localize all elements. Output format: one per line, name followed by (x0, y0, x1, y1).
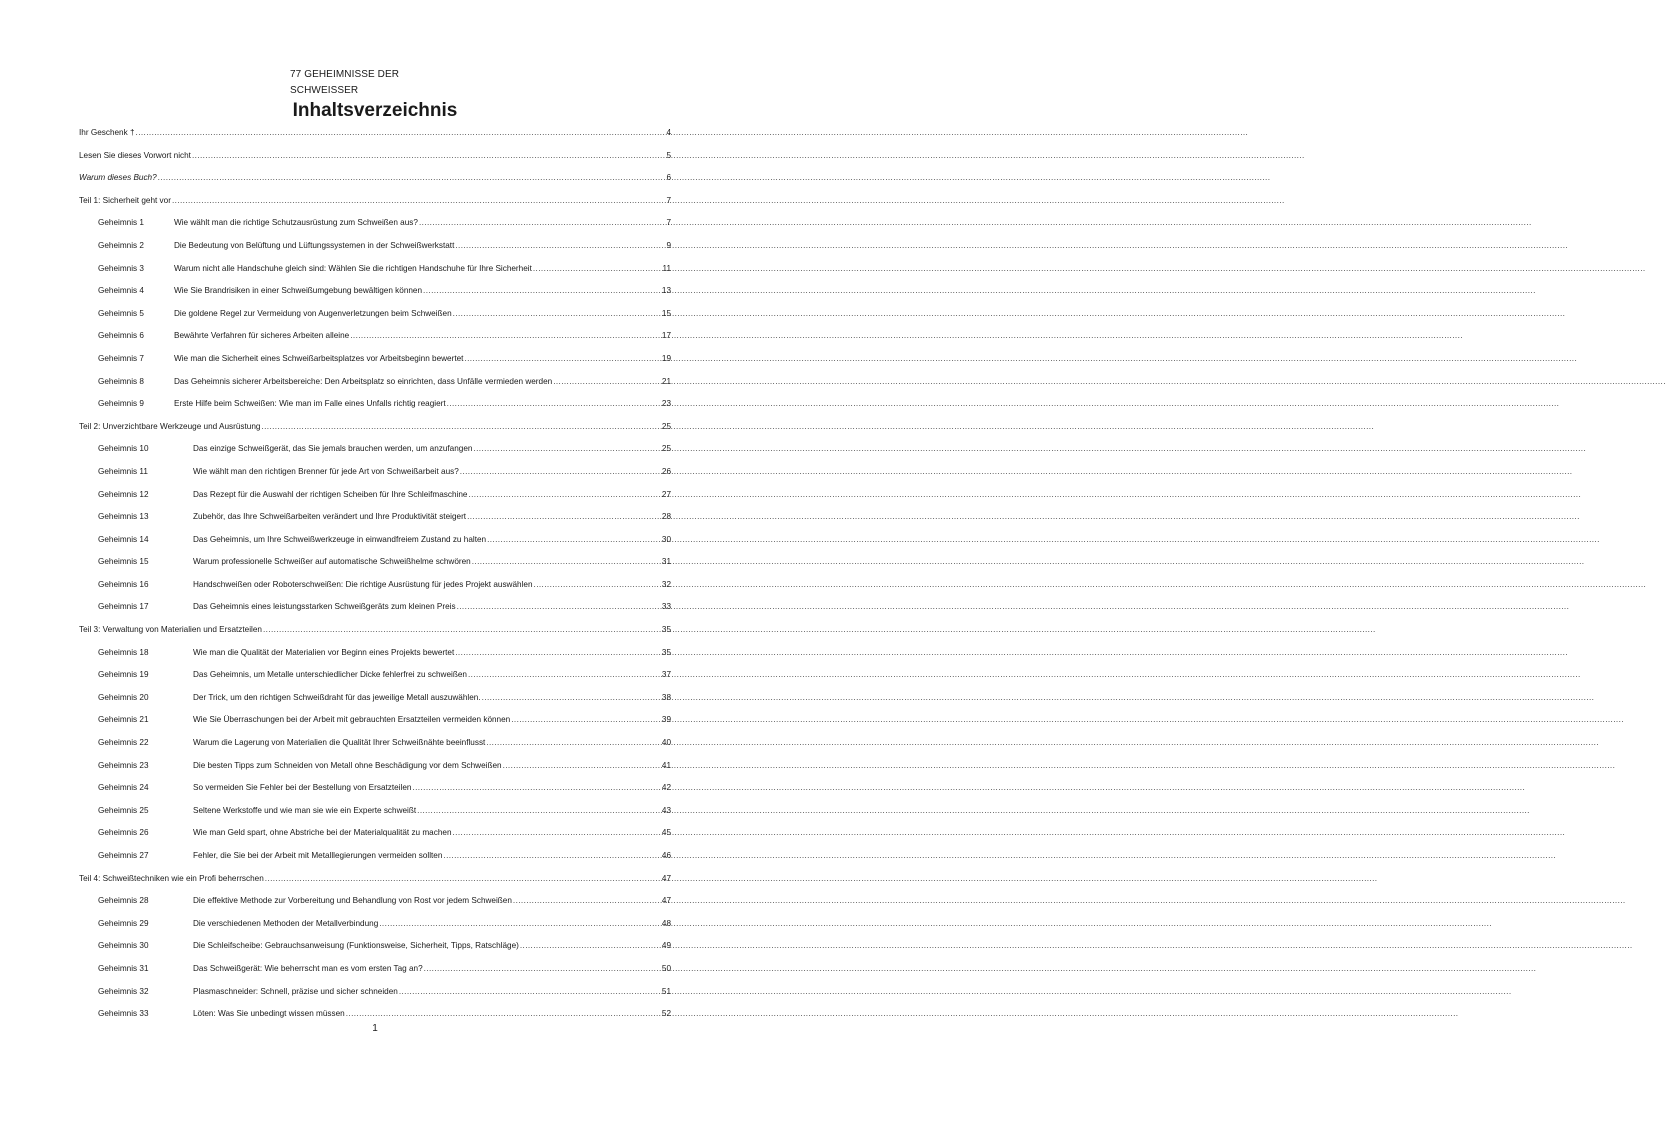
toc-entry-title: Das Rezept für die Auswahl der richtigen Scheiben für Ihre Schleifmaschine (193, 489, 468, 499)
toc-entry-page: 43 (661, 805, 671, 815)
toc-entry-title: Seltene Werkstoffe und wie man sie wie ein Experte schweißt (193, 805, 417, 815)
toc-entry-title: Löten: Was Sie unbedingt wissen müssen (193, 1009, 345, 1019)
toc-entry-title: Plasmaschneider: Schnell, präzise und sicher schneiden (193, 986, 398, 996)
toc-entry-number: Geheimnis 10 (98, 444, 149, 454)
toc-entry-number: Geheimnis 31 (98, 963, 149, 973)
toc-entry-page: 40 (661, 738, 671, 748)
toc-entry-title: Lesen Sie dieses Vorwort nicht (79, 150, 191, 160)
toc-entry-title: Wie man die Sicherheit eines Schweißarbeitsplatzes vor Arbeitsbeginn bewertet (174, 353, 464, 363)
toc-entry-number: Geheimnis 25 (98, 805, 149, 815)
toc-entry-number: Geheimnis 16 (98, 579, 149, 589)
toc-entry-page: 31 (661, 557, 671, 567)
toc-dot-leader (350, 331, 661, 340)
toc-entry[interactable] (79, 783, 671, 806)
toc-entry[interactable] (79, 738, 671, 761)
toc-entry[interactable] (79, 941, 671, 964)
toc-entry-title: So vermeiden Sie Fehler bei der Bestellung von Ersatzteilen (193, 783, 412, 793)
toc-dot-leader (423, 286, 661, 295)
toc-entry-page: 7 (666, 218, 671, 228)
toc-dot-leader (511, 715, 661, 724)
toc-dot-leader (457, 602, 661, 611)
toc-entry-number: Geheimnis 11 (98, 466, 148, 476)
toc-entry[interactable] (79, 399, 671, 422)
toc-entry[interactable] (79, 806, 671, 829)
toc-entry-page: 46 (661, 851, 671, 860)
toc-entry-number: Geheimnis 27 (98, 851, 149, 860)
toc-entry[interactable] (79, 490, 671, 513)
toc-entry-title: Die effektive Methode zur Vorbereitung und Behandlung von Rost vor jedem Schweißen (193, 896, 512, 906)
toc-entry[interactable] (79, 693, 671, 716)
toc-entry-page: 17 (661, 331, 671, 341)
toc-entry-page: 23 (661, 399, 671, 409)
toc-dot-leader (412, 783, 660, 792)
toc-entry-title: Das Geheimnis, um Ihre Schweißwerkzeuge in einwandfreiem Zustand zu halten (193, 534, 487, 544)
page-number: 1 (372, 1023, 378, 1034)
toc-entry-page: 25 (661, 421, 671, 431)
toc-entry-title: Das Geheimnis eines leistungsstarken Schweißgeräts zum kleinen Preis (193, 602, 456, 612)
toc-entry-page: 37 (661, 670, 671, 680)
toc-entry-title: Erste Hilfe beim Schweißen: Wie man im Falle eines Unfalls richtig reagiert (174, 399, 446, 409)
toc-entry-number: Geheimnis 26 (98, 828, 149, 838)
toc-dot-leader (443, 851, 660, 860)
toc-entry-title: Die besten Tipps zum Schneiden von Metall ohne Beschädigung vor dem Schweißen (193, 760, 502, 770)
toc-entry-number: Geheimnis 8 (98, 376, 144, 386)
toc-entry-title: Warum nicht alle Handschuhe gleich sind: Wählen Sie die richtigen Handschuhe für Ihre Sicherheit (174, 263, 532, 273)
toc-entry-title: Warum die Lagerung von Materialien die Qualität Ihrer Schweißnähte beeinflusst (193, 738, 486, 748)
toc-entry-title: Fehler, die Sie bei der Arbeit mit Metalllegierungen vermeiden sollten (193, 851, 443, 860)
toc-entry-title: Die goldene Regel zur Vermeidung von Augenverletzungen beim Schweißen (174, 308, 452, 318)
toc-entry-number: Geheimnis 9 (98, 399, 144, 409)
toc-dot-leader (453, 828, 661, 837)
toc-dot-leader (473, 444, 660, 453)
toc-entry[interactable] (79, 331, 671, 354)
toc-entry-page: 9 (666, 240, 671, 250)
toc-entry[interactable] (79, 580, 671, 603)
toc-entry-number: Geheimnis 13 (98, 512, 149, 522)
toc-dot-leader (486, 738, 661, 747)
toc-entry-number: Geheimnis 32 (98, 986, 149, 996)
toc-entry-page: 33 (661, 602, 671, 612)
toc-entry-number: Geheimnis 1 (98, 218, 144, 228)
toc-entry-number: Geheimnis 6 (98, 331, 144, 341)
toc-dot-leader (460, 467, 661, 476)
toc-entry[interactable] (79, 715, 671, 738)
toc-dot-leader (464, 354, 660, 363)
toc-dot-leader (261, 422, 660, 431)
toc-dot-leader (263, 625, 661, 634)
toc-entry-title: Der Trick, um den richtigen Schweißdraht für das jeweilige Metall auszuwählen. (193, 692, 481, 702)
toc-entry[interactable] (79, 648, 671, 671)
toc-entry-page: 15 (661, 308, 671, 318)
toc-entry-number: Geheimnis 18 (98, 647, 149, 657)
toc-entry[interactable] (79, 987, 671, 1010)
table-of-contents (79, 128, 671, 1032)
toc-entry-page: 45 (661, 828, 671, 838)
toc-entry-number: Geheimnis 7 (98, 353, 144, 363)
toc-entry[interactable] (79, 467, 671, 490)
toc-entry-title: Teil 1: Sicherheit geht vor (79, 195, 171, 205)
toc-dot-leader (503, 761, 661, 770)
toc-entry-page: 19 (661, 353, 671, 363)
toc-entry-page: 51 (661, 986, 671, 996)
toc-entry-page: 5 (666, 150, 671, 160)
toc-entry-title: Wie Sie Überraschungen bei der Arbeit mit gebrauchten Ersatzteilen vermeiden können (193, 715, 511, 725)
toc-dot-leader (379, 919, 661, 928)
toc-dot-leader (468, 670, 661, 679)
toc-entry-title: Das Geheimnis, um Metalle unterschiedlicher Dicke fehlerfrei zu schweißen (193, 670, 467, 680)
toc-section-entry[interactable] (79, 422, 671, 445)
toc-entry-number: Geheimnis 17 (98, 602, 149, 612)
toc-dot-leader (158, 173, 666, 182)
toc-dot-leader (534, 580, 661, 589)
toc-entry-page: 32 (661, 579, 671, 589)
toc-entry-page: 30 (661, 534, 671, 544)
toc-entry-title: Das Geheimnis sicherer Arbeitsbereiche: Den Arbeitsplatz so einrichten, dass Unfälle vermieden werden (174, 376, 553, 386)
toc-entry-number: Geheimnis 4 (98, 286, 144, 296)
toc-dot-leader (455, 648, 661, 657)
toc-section-entry[interactable] (79, 151, 671, 174)
toc-entry-title: Die Bedeutung von Belüftung und Lüftungssystemen in der Schweißwerkstatt (174, 240, 455, 250)
toc-dot-leader (424, 964, 661, 973)
toc-entry[interactable] (79, 264, 671, 287)
toc-entry-number: Geheimnis 28 (98, 896, 149, 906)
toc-entry-page: 50 (661, 963, 671, 973)
toc-entry-title: Die verschiedenen Methoden der Metallverbindung (193, 918, 379, 928)
toc-dot-leader (346, 1009, 661, 1018)
toc-entry[interactable] (79, 241, 671, 264)
toc-entry-number: Geheimnis 24 (98, 783, 149, 793)
toc-entry-number: Geheimnis 3 (98, 263, 144, 273)
toc-entry[interactable] (79, 535, 671, 558)
toc-entry-number: Geheimnis 5 (98, 308, 144, 318)
toc-entry[interactable] (79, 218, 671, 241)
toc-entry[interactable] (79, 670, 671, 693)
toc-entry-title: Das einzige Schweißgerät, das Sie jemals brauchen werden, um anzufangen (193, 444, 473, 454)
toc-entry[interactable] (79, 851, 671, 874)
book-title-line-2: SCHWEISSER (290, 85, 359, 96)
toc-dot-leader (453, 309, 661, 318)
toc-entry-page: 52 (661, 1009, 671, 1019)
toc-entry-page: 25 (661, 444, 671, 454)
toc-dot-leader (447, 399, 661, 408)
toc-entry-number: Geheimnis 15 (98, 557, 149, 567)
toc-entry-page: 41 (661, 760, 671, 770)
toc-entry-title: Wie man Geld spart, ohne Abstriche bei der Materialqualität zu machen (193, 828, 452, 838)
toc-entry-page: 13 (661, 286, 671, 296)
toc-section-entry[interactable] (79, 128, 671, 151)
toc-entry-page: 4 (666, 128, 671, 137)
toc-dot-leader (487, 535, 661, 544)
toc-heading (0, 100, 750, 122)
toc-entry-page: 47 (661, 896, 671, 906)
toc-entry-title: Bewährte Verfahren für sicheres Arbeiten alleine (174, 331, 350, 341)
toc-entry[interactable] (79, 444, 671, 467)
toc-entry-page: 42 (661, 783, 671, 793)
toc-dot-leader (265, 874, 661, 883)
toc-entry-title: Das Schweißgerät: Wie beherrscht man es vom ersten Tag an? (193, 963, 423, 973)
toc-entry-page: 39 (661, 715, 671, 725)
toc-entry-number: Geheimnis 2 (98, 240, 144, 250)
toc-entry-page: 11 (662, 263, 671, 273)
toc-dot-leader (533, 264, 662, 273)
toc-dot-leader (399, 987, 661, 996)
toc-entry-number: Geheimnis 21 (98, 715, 149, 725)
toc-entry[interactable] (79, 964, 671, 987)
toc-entry-number: Geheimnis 23 (98, 760, 149, 770)
toc-dot-leader (136, 128, 666, 137)
toc-entry-number: Geheimnis 20 (98, 692, 149, 702)
toc-entry-page: 48 (661, 918, 671, 928)
toc-entry-title: Handschweißen oder Roboterschweißen: Die richtige Ausrüstung für jedes Projekt auswählen (193, 579, 533, 589)
toc-entry-title: Teil 3: Verwaltung von Materialien und Ersatzteilen (79, 625, 262, 635)
toc-entry-title: Wie wählt man den richtigen Brenner für jede Art von Schweißarbeit aus? (193, 466, 459, 476)
toc-entry-title: Ihr Geschenk † (79, 128, 135, 137)
toc-entry-number: Geheimnis 29 (98, 918, 149, 928)
toc-entry-page: 21 (661, 376, 671, 386)
toc-entry[interactable] (79, 761, 671, 784)
toc-entry[interactable] (79, 557, 671, 580)
toc-section-entry[interactable] (79, 874, 671, 897)
toc-entry[interactable] (79, 828, 671, 851)
toc-dot-leader (467, 512, 661, 521)
toc-entry-title: Wie man die Qualität der Materialien vor Beginn eines Projekts bewertet (193, 647, 455, 657)
toc-section-entry[interactable] (79, 625, 671, 648)
toc-dot-leader (482, 693, 661, 702)
toc-entry-title: Teil 4: Schweißtechniken wie ein Profi beherrschen (79, 873, 264, 883)
book-title (290, 67, 399, 99)
toc-section-entry[interactable] (79, 196, 671, 219)
toc-dot-leader (472, 557, 661, 566)
toc-dot-leader (192, 151, 665, 160)
toc-entry-title: Wie Sie Brandrisiken in einer Schweißumgebung bewältigen können (174, 286, 423, 296)
toc-dot-leader (417, 806, 661, 815)
toc-entry-number: Geheimnis 14 (98, 534, 149, 544)
toc-entry-title: Zubehör, das Ihre Schweißarbeiten verändert und Ihre Produktivität steigert (193, 512, 467, 522)
toc-entry-number: Geheimnis 33 (98, 1009, 149, 1019)
toc-entry-title: Warum dieses Buch? (79, 173, 157, 183)
toc-dot-leader (419, 218, 666, 227)
toc-entry-number: Geheimnis 19 (98, 670, 149, 680)
toc-entry-number: Geheimnis 30 (98, 941, 149, 951)
toc-dot-leader (520, 941, 661, 950)
toc-entry[interactable] (79, 896, 671, 919)
toc-entry[interactable] (79, 354, 671, 377)
toc-entry-title: Warum professionelle Schweißer auf automatische Schweißhelme schwören (193, 557, 471, 567)
toc-entry-page: 26 (661, 466, 671, 476)
toc-entry[interactable] (79, 919, 671, 942)
toc-entry-title: Die Schleifscheibe: Gebrauchsanweisung (Funktionsweise, Sicherheit, Tipps, Ratschläge) (193, 941, 519, 951)
toc-heading-text: Inhaltsverzeichnis (292, 100, 458, 121)
toc-entry[interactable] (79, 377, 671, 400)
toc-entry-number: Geheimnis 12 (98, 489, 149, 499)
toc-entry[interactable] (79, 602, 671, 625)
toc-dot-leader (513, 896, 661, 905)
toc-entry-page: 28 (661, 512, 671, 522)
toc-entry[interactable] (79, 286, 671, 309)
book-title-line-1: 77 GEHEIMNISSE DER (290, 69, 400, 80)
toc-entry-page: 49 (661, 941, 671, 951)
toc-entry[interactable] (79, 512, 671, 535)
toc-section-entry[interactable] (79, 173, 671, 196)
toc-entry-page: 27 (661, 489, 671, 499)
toc-entry-title: Teil 2: Unverzichtbare Werkzeuge und Ausrüstung (79, 421, 261, 431)
toc-entry-page: 6 (666, 173, 671, 183)
toc-entry-page: 47 (661, 873, 671, 883)
toc-entry-title: Wie wählt man die richtige Schutzausrüstung zum Schweißen aus? (174, 218, 418, 228)
toc-entry-page: 38 (661, 692, 671, 702)
toc-entry-number: Geheimnis 22 (98, 738, 149, 748)
toc-entry-page: 35 (661, 625, 671, 635)
toc-entry[interactable] (79, 309, 671, 332)
toc-dot-leader (172, 196, 666, 205)
toc-dot-leader (468, 490, 660, 499)
toc-entry-page: 35 (661, 647, 671, 657)
toc-dot-leader (553, 377, 661, 386)
toc-dot-leader (455, 241, 665, 250)
toc-entry-page: 7 (666, 195, 671, 205)
